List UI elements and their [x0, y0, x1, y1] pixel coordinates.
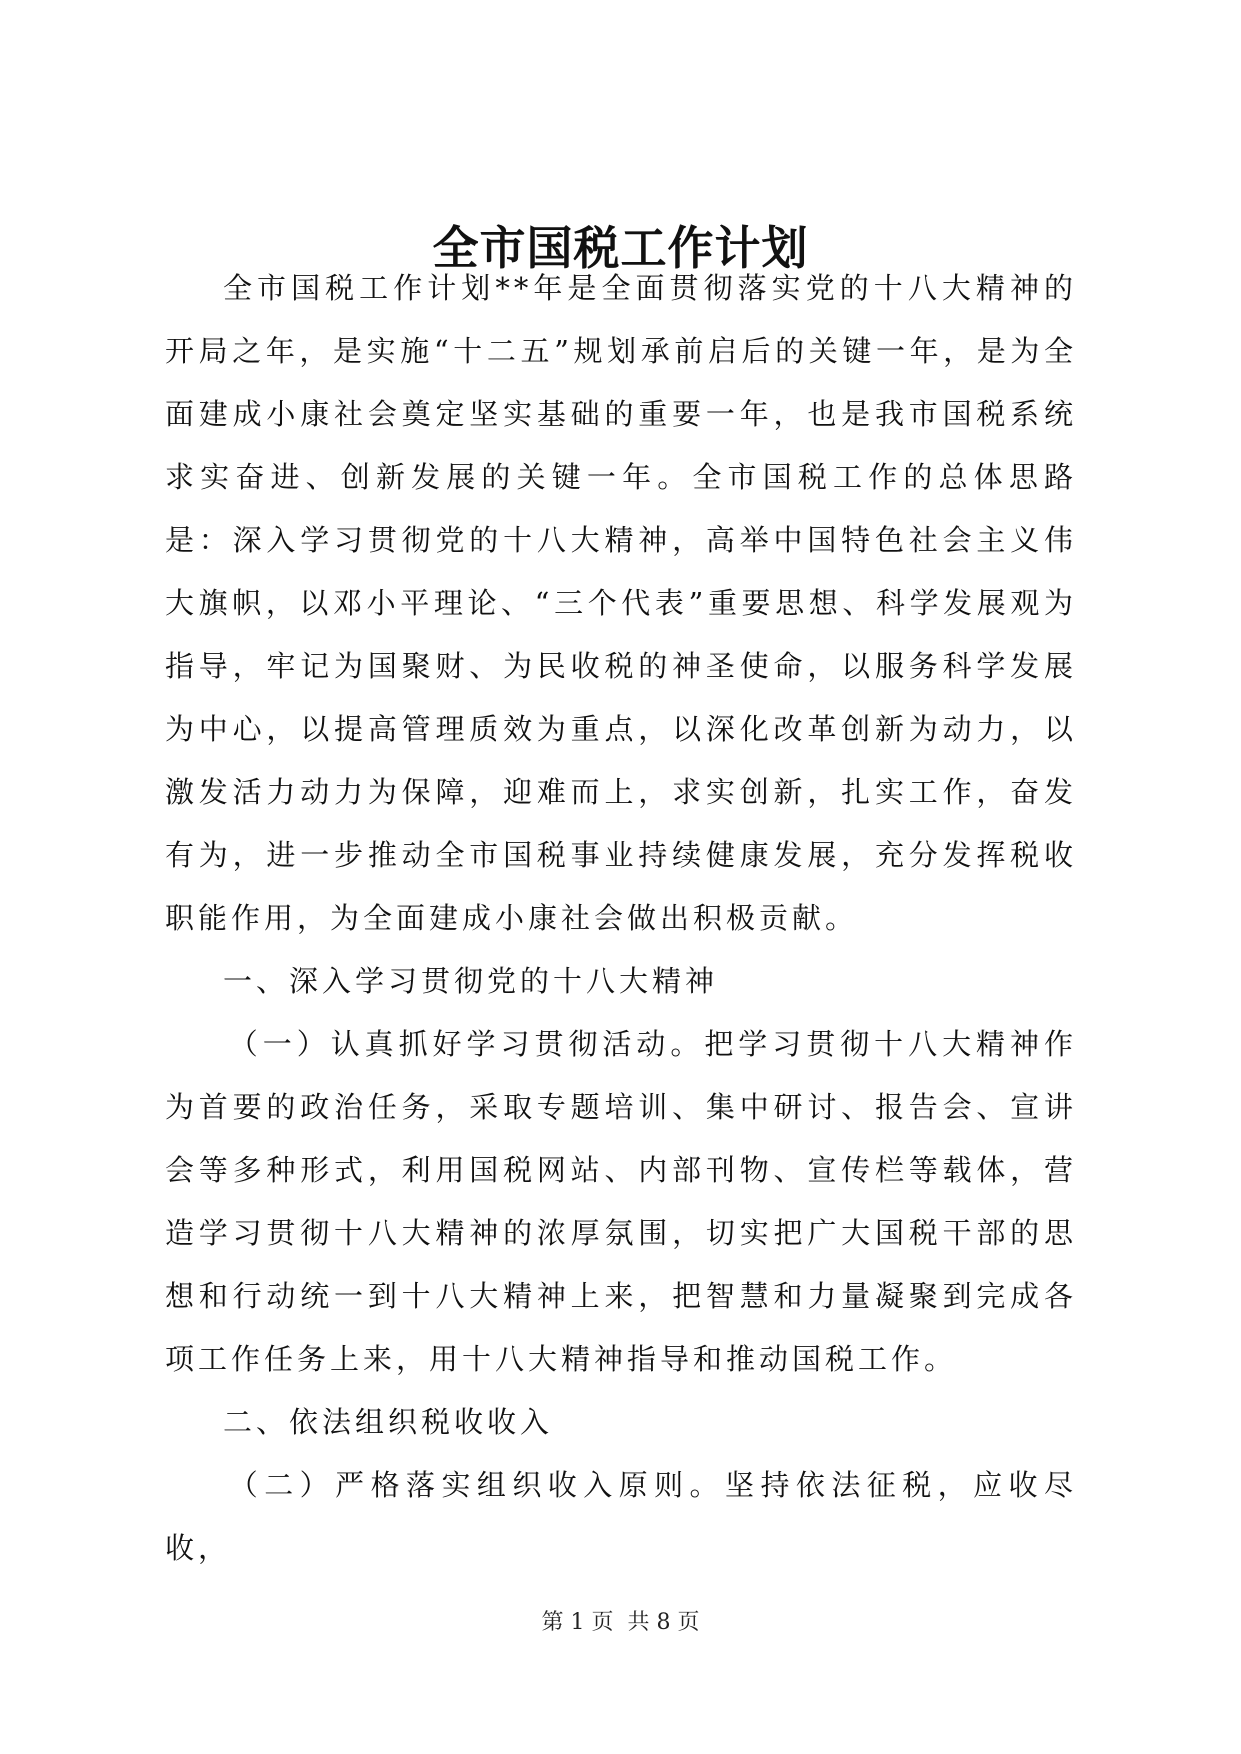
section-heading-1: 一、深入学习贯彻党的十八大精神: [223, 964, 719, 998]
document-body: [165, 257, 1077, 1580]
paragraph-intro: 全市国税工作计划**年是全面贯彻落实党的十八大精神的开局之年，是实施“十二五”规划承前启后的关键一年，是为全面建成小康社会奠定坚实基础的重要一年，也是我市国税系统求实奋进、创新发展的关键一年。全市国税工作的总体思路是：深入学习贯彻党的十八大精神，高举中国特色社会主义伟大旗帜，以邓小平理论、“三个代表”重要思想、科学发展观为指导，牢记为国聚财、为民收税的神圣使命，以服务科学发展为中心，以提高管理质效为重点，以深化改革创新为动力，以激发活力动力为保障，迎难而上，求实创新，扎实工作，奋发有为，进一步推动全市国税事业持续健康发展，充分发挥税收职能作用，为全面建成小康社会做出积极贡献。: [165, 271, 1077, 935]
paragraph-section-1-item-1: （一）认真抓好学习贯彻活动。把学习贯彻十八大精神作为首要的政治任务，采取专题培训、集中研讨、报告会、宣讲会等多种形式，利用国税网站、内部刊物、宣传栏等载体，营造学习贯彻十八大精神的浓厚氛围，切实把广大国税干部的思想和行动统一到十八大精神上来，把智慧和力量凝聚到完成各项工作任务上来，用十八大精神指导和推动国税工作。: [165, 1027, 1077, 1376]
section-heading-2: 二、依法组织税收收入: [223, 1405, 554, 1439]
page-footer: [0, 1608, 1241, 1638]
page-number-label: 第 1 页 共 8 页: [541, 1610, 700, 1635]
paragraph-section-2-item-2: （二）严格落实组织收入原则。坚持依法征税，应收尽收，: [165, 1468, 1077, 1565]
document-title: 全市国税工作计划: [432, 221, 809, 275]
